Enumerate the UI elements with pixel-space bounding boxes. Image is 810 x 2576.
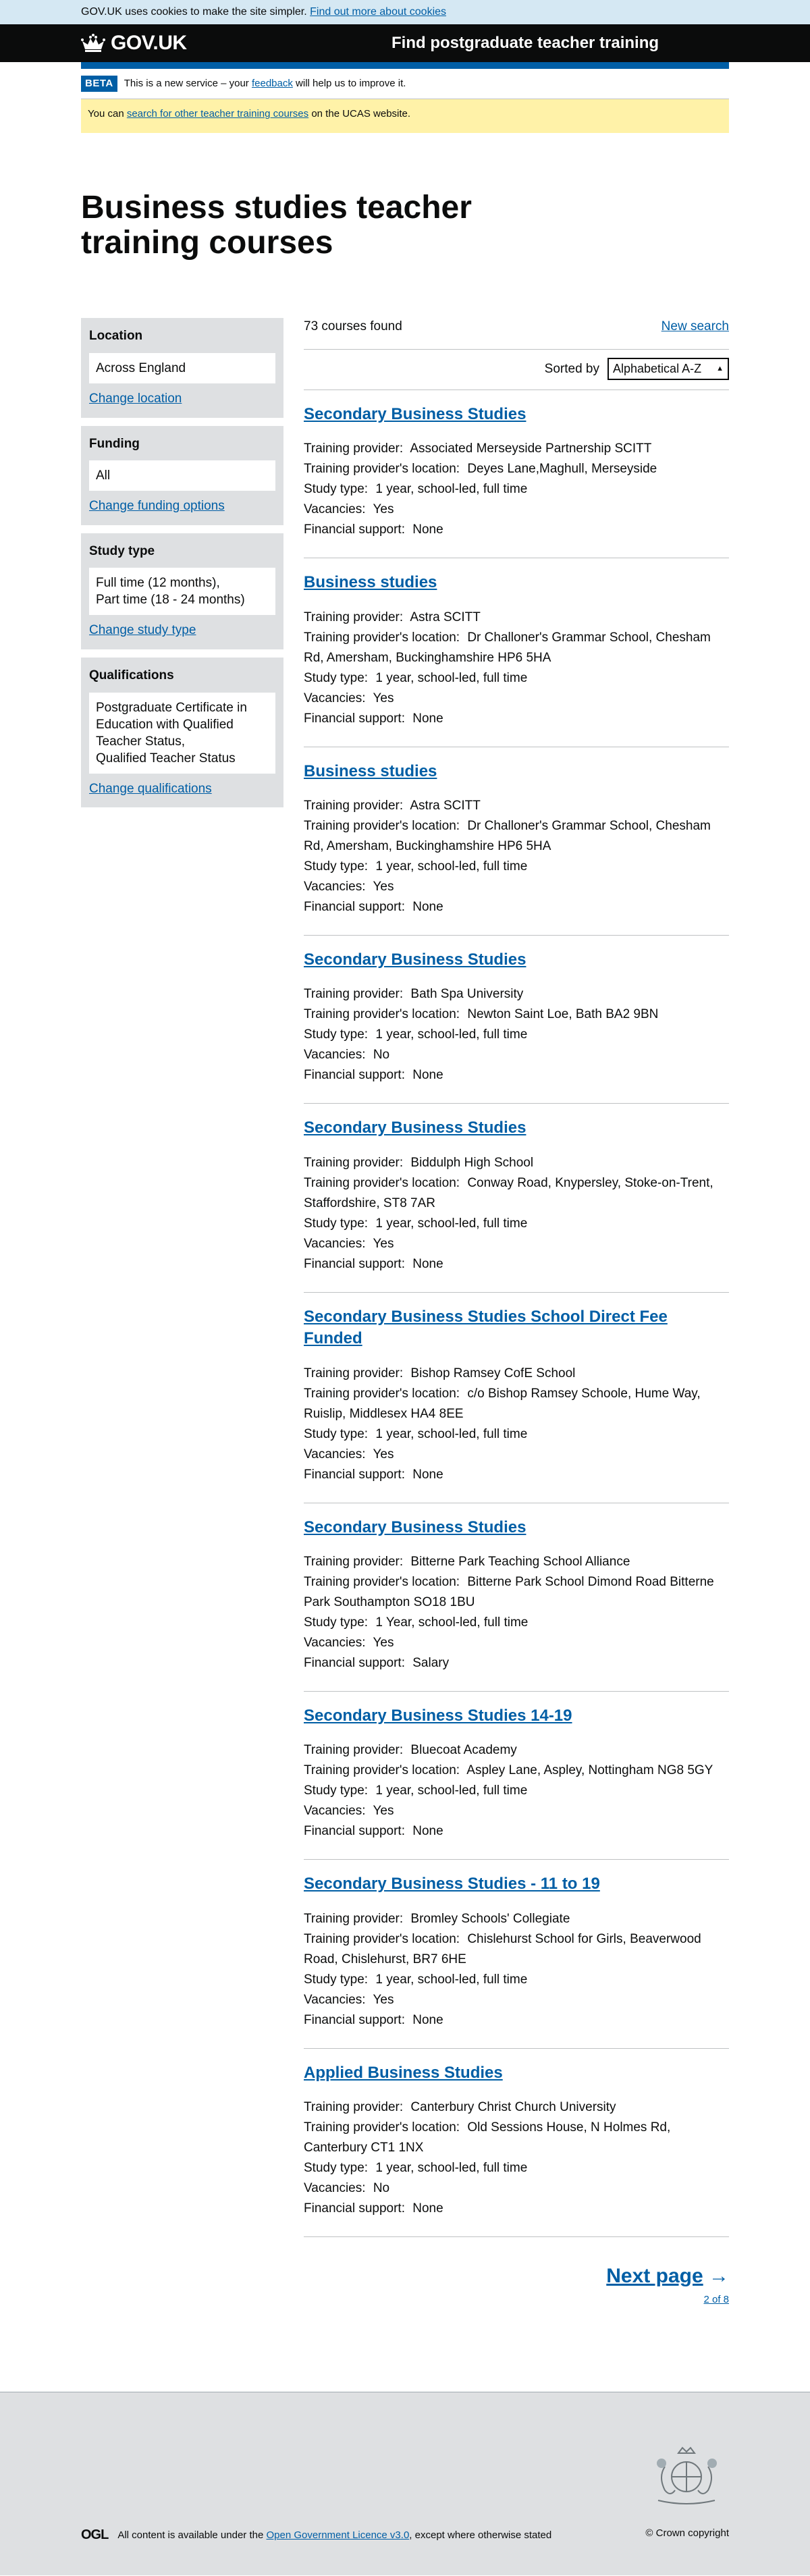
crown-icon [81, 33, 105, 53]
course-financial-support [304, 2010, 729, 2031]
filter-title: Qualifications [89, 668, 174, 683]
course-location-label: Training provider's location: [304, 1931, 460, 1946]
course-provider-value: Astra SCITT [410, 610, 481, 624]
course-vacancies-label: Vacancies: [304, 1236, 366, 1251]
course-location [304, 2118, 729, 2158]
course-study-type-label: Study type: [304, 1216, 369, 1231]
course-provider-label: Training provider: [304, 1911, 404, 1926]
page-count-link[interactable]: 2 of 8 [703, 2293, 729, 2305]
cookie-banner [0, 0, 810, 24]
course-financial-support-value: Salary [412, 1656, 450, 1671]
course-vacancies [304, 1445, 729, 1465]
sort-select[interactable] [608, 358, 729, 380]
course-provider-value: Bluecoat Academy [410, 1743, 517, 1758]
course-vacancies-label: Vacancies: [304, 691, 366, 705]
change-study-type-link[interactable]: Change study type [89, 623, 196, 638]
licence-link[interactable]: Open Government Licence v3.0 [266, 2529, 410, 2541]
phase-text-after: will help us to improve it. [296, 78, 406, 89]
courses-container [304, 390, 729, 2237]
course-provider [304, 439, 729, 459]
filter-value-line: Qualified Teacher Status [96, 751, 236, 766]
feedback-link[interactable]: feedback [251, 78, 293, 89]
course-title-link[interactable]: Secondary Business Studies [304, 404, 526, 423]
course-provider-label: Training provider: [304, 1743, 404, 1758]
sort-label: Sorted by [544, 361, 599, 376]
course-location-label: Training provider's location: [304, 1575, 460, 1590]
course-item [304, 1503, 729, 1692]
course-study-type-label: Study type: [304, 1027, 369, 1042]
course-study-type-value: 1 year, school-led, full time [375, 1426, 528, 1441]
course-study-type-value: 1 year, school-led, full time [375, 859, 528, 874]
course-financial-support-value: None [412, 2012, 443, 2027]
filter-value-line: Across England [96, 360, 186, 375]
royal-crest-icon [645, 2440, 729, 2511]
select-arrow-icon: ▲ [716, 364, 724, 373]
course-location-value: Bitterne Park School Dimond Road Bitterne Park Southampton SO18 1BU [304, 1575, 714, 1610]
course-location-label: Training provider's location: [304, 2120, 460, 2135]
course-financial-support [304, 1254, 729, 1274]
copyright-link[interactable]: © Crown copyright [645, 2527, 729, 2540]
filter-qualifications [81, 658, 284, 807]
course-vacancies [304, 1990, 729, 2010]
course-vacancies-value: No [373, 1048, 390, 1063]
course-location-value: Dr Challoner's Grammar School, Chesham Rd, Amersham, Buckinghamshire HP6 5HA [304, 819, 711, 854]
course-study-type-value: 1 year, school-led, full time [375, 1027, 528, 1042]
course-location-value: c/o Bishop Ramsey Schoole, Hume Way, Ruislip, Middlesex HA4 8EE [304, 1386, 701, 1421]
course-provider [304, 1153, 729, 1173]
course-location-label: Training provider's location: [304, 1763, 460, 1778]
site-header [0, 24, 810, 62]
course-location [304, 816, 729, 857]
course-location-value: Conway Road, Knypersley, Stoke-on-Trent, Staffordshire, ST8 7AR [304, 1175, 713, 1210]
course-provider [304, 608, 729, 628]
course-study-type-label: Study type: [304, 670, 369, 685]
course-provider [304, 1909, 729, 1929]
course-study-type [304, 1025, 729, 1045]
course-financial-support-value: None [412, 1068, 443, 1083]
course-vacancies-value: Yes [373, 1804, 394, 1819]
course-financial-support-value: None [412, 2201, 443, 2216]
ucas-notice [81, 99, 729, 133]
course-vacancies-label: Vacancies: [304, 1048, 366, 1063]
course-financial-support-label: Financial support: [304, 1256, 405, 1271]
filter-funding [81, 426, 284, 525]
change-funding-link[interactable]: Change funding options [89, 499, 225, 514]
course-provider-label: Training provider: [304, 441, 404, 456]
course-provider-value: Biddulph High School [410, 1155, 534, 1170]
course-financial-support [304, 1465, 729, 1485]
filters-sidebar [81, 318, 284, 2307]
course-location-label: Training provider's location: [304, 462, 460, 477]
course-location-label: Training provider's location: [304, 1007, 460, 1022]
course-study-type [304, 668, 729, 689]
course-location-label: Training provider's location: [304, 819, 460, 834]
course-study-type-value: 1 year, school-led, full time [375, 670, 528, 685]
course-provider-value: Canterbury Christ Church University [410, 2100, 616, 2115]
course-provider-value: Bishop Ramsey CofE School [410, 1366, 576, 1380]
course-study-type-value: 1 year, school-led, full time [375, 1216, 528, 1231]
course-location [304, 1384, 729, 1424]
course-financial-support-label: Financial support: [304, 900, 405, 915]
course-study-type-label: Study type: [304, 1972, 369, 1987]
course-vacancies [304, 1801, 729, 1821]
course-vacancies-value: Yes [373, 691, 394, 705]
course-vacancies-label: Vacancies: [304, 880, 366, 894]
next-page-link[interactable] [304, 2263, 729, 2290]
filter-value [89, 568, 275, 615]
course-provider [304, 1740, 729, 1761]
course-provider-label: Training provider: [304, 1555, 404, 1569]
govuk-logo-link[interactable] [81, 30, 187, 57]
course-title-link[interactable]: Secondary Business Studies - 11 to 19 [304, 1875, 600, 1894]
course-study-type [304, 479, 729, 500]
course-location-value: Newton Saint Loe, Bath BA2 9BN [467, 1007, 659, 1022]
course-location-value: Deyes Lane,Maghull, Merseyside [467, 462, 657, 477]
course-study-type [304, 1424, 729, 1445]
beta-tag: BETA [81, 76, 117, 92]
course-vacancies-value: Yes [373, 1636, 394, 1651]
course-item [304, 1692, 729, 1860]
course-vacancies [304, 1234, 729, 1254]
course-financial-support-label: Financial support: [304, 522, 405, 537]
results-count: 73 courses found [304, 319, 402, 334]
course-financial-support-label: Financial support: [304, 1824, 405, 1839]
course-title-link[interactable]: Secondary Business Studies School Direct Fee Funded [304, 1307, 668, 1348]
course-financial-support [304, 1065, 729, 1085]
notice-text-after: on the UCAS website. [311, 108, 411, 120]
course-provider-label: Training provider: [304, 2100, 404, 2115]
course-item [304, 558, 729, 747]
filter-value-line: Postgraduate Certificate in Education with Qualified Teacher Status, [96, 700, 247, 749]
course-study-type-value: 1 year, school-led, full time [375, 1972, 528, 1987]
course-title-link[interactable]: Secondary Business Studies [304, 1518, 526, 1536]
course-study-type-value: 1 year, school-led, full time [375, 2161, 528, 2176]
course-financial-support-value: None [412, 522, 443, 537]
course-vacancies-label: Vacancies: [304, 1992, 366, 2007]
filter-value [89, 460, 275, 491]
notice-text-before: You can [88, 108, 124, 120]
course-provider [304, 984, 729, 1004]
course-financial-support [304, 1653, 729, 1673]
sort-selected-value: Alphabetical A-Z [613, 362, 702, 376]
service-name-link[interactable]: Find postgraduate teacher training [392, 34, 659, 52]
course-vacancies-label: Vacancies: [304, 1447, 366, 1461]
course-location [304, 1761, 729, 1781]
course-financial-support-label: Financial support: [304, 1467, 405, 1482]
course-location-label: Training provider's location: [304, 1175, 460, 1190]
filter-location [81, 318, 284, 417]
course-financial-support [304, 2199, 729, 2219]
course-item [304, 2049, 729, 2237]
course-location-label: Training provider's location: [304, 1386, 460, 1401]
page-title: Business studies teacher training courses [81, 190, 472, 261]
arrow-right-icon: → [709, 2265, 729, 2288]
course-provider [304, 1552, 729, 1572]
course-financial-support-value: None [412, 1256, 443, 1271]
course-study-type-value: 1 Year, school-led, full time [375, 1615, 529, 1630]
course-vacancies-value: Yes [373, 880, 394, 894]
pagination [304, 2263, 729, 2307]
course-financial-support [304, 897, 729, 917]
course-provider-value: Astra SCITT [410, 799, 481, 813]
course-study-type-label: Study type: [304, 1615, 369, 1630]
new-search-link[interactable]: New search [661, 319, 729, 334]
course-vacancies-label: Vacancies: [304, 1636, 366, 1651]
course-location [304, 1572, 729, 1613]
course-study-type [304, 1781, 729, 1801]
results-header [304, 318, 729, 350]
course-item [304, 936, 729, 1104]
course-provider [304, 796, 729, 816]
course-financial-support-label: Financial support: [304, 2012, 405, 2027]
filter-value [89, 353, 275, 383]
licence-text-after: , except where otherwise stated [409, 2529, 552, 2541]
licence-row [81, 2526, 551, 2544]
course-financial-support-label: Financial support: [304, 1656, 405, 1671]
course-title-link[interactable]: Business studies [304, 761, 437, 780]
filter-value [89, 693, 275, 774]
course-location-label: Training provider's location: [304, 630, 460, 645]
course-provider-value: Bitterne Park Teaching School Alliance [410, 1555, 630, 1569]
course-vacancies-value: Yes [373, 1236, 394, 1251]
course-study-type [304, 2158, 729, 2178]
course-location [304, 1004, 729, 1025]
ucas-search-link[interactable]: search for other teacher training courses [126, 108, 309, 120]
course-item [304, 747, 729, 936]
course-study-type-value: 1 year, school-led, full time [375, 482, 528, 497]
course-location [304, 1929, 729, 1970]
cookie-link[interactable]: Find out more about cookies [310, 6, 447, 18]
course-title-link[interactable]: Secondary Business Studies 14-19 [304, 1707, 572, 1725]
course-provider [304, 2097, 729, 2118]
filter-value-line: Full time (12 months), [96, 576, 220, 591]
course-vacancies-value: No [373, 2181, 390, 2196]
course-financial-support [304, 1821, 729, 1842]
course-study-type [304, 1613, 729, 1633]
course-study-type-value: 1 year, school-led, full time [375, 1783, 528, 1798]
results-list [304, 318, 729, 2307]
course-location [304, 459, 729, 479]
course-provider-label: Training provider: [304, 799, 404, 813]
course-provider [304, 1364, 729, 1384]
course-provider-value: Bath Spa University [410, 987, 524, 1002]
course-study-type [304, 857, 729, 877]
filter-title: Funding [89, 436, 140, 451]
change-qualifications-link[interactable]: Change qualifications [89, 781, 212, 796]
course-location [304, 1173, 729, 1214]
course-financial-support [304, 709, 729, 729]
course-vacancies-value: Yes [373, 1447, 394, 1461]
course-vacancies-label: Vacancies: [304, 2181, 366, 2196]
course-vacancies [304, 877, 729, 897]
course-location [304, 628, 729, 668]
course-item [304, 1104, 729, 1292]
course-vacancies [304, 2178, 729, 2199]
course-provider-label: Training provider: [304, 1155, 404, 1170]
course-vacancies-label: Vacancies: [304, 1804, 366, 1819]
course-title-link[interactable]: Business studies [304, 573, 437, 592]
ogl-logo-icon: OGL [81, 2527, 109, 2543]
course-financial-support-value: None [412, 1824, 443, 1839]
site-footer [0, 2392, 810, 2575]
filter-study-type [81, 533, 284, 649]
course-financial-support-value: None [412, 1467, 443, 1482]
course-title-link[interactable]: Secondary Business Studies [304, 950, 526, 969]
course-financial-support-value: None [412, 711, 443, 726]
course-study-type-label: Study type: [304, 1783, 369, 1798]
filter-title: Study type [89, 543, 155, 558]
course-title-link[interactable]: Secondary Business Studies [304, 1119, 526, 1137]
course-financial-support-label: Financial support: [304, 2201, 405, 2216]
filter-title: Location [89, 329, 143, 344]
course-vacancies-value: Yes [373, 1992, 394, 2007]
course-location-value: Dr Challoner's Grammar School, Chesham Rd, Amersham, Buckinghamshire HP6 5HA [304, 630, 711, 665]
course-study-type-label: Study type: [304, 859, 369, 874]
filter-value-line: All [96, 468, 111, 483]
course-vacancies [304, 1633, 729, 1653]
course-provider-label: Training provider: [304, 1366, 404, 1380]
course-study-type-label: Study type: [304, 1426, 369, 1441]
course-vacancies-label: Vacancies: [304, 502, 366, 517]
change-location-link[interactable]: Change location [89, 391, 182, 406]
course-financial-support-value: None [412, 900, 443, 915]
course-provider-label: Training provider: [304, 987, 404, 1002]
phase-banner [81, 69, 729, 99]
course-item [304, 1293, 729, 1503]
logo-text: GOV.UK [111, 31, 187, 54]
course-study-type [304, 1970, 729, 1990]
filter-value-line: Part time (18 - 24 months) [96, 593, 245, 608]
main-content [81, 318, 729, 2307]
course-financial-support [304, 520, 729, 540]
course-item [304, 390, 729, 558]
course-location-value: Aspley Lane, Aspley, Nottingham NG8 5GY [466, 1763, 713, 1778]
header-blue-bar [81, 62, 729, 69]
course-vacancies [304, 1045, 729, 1065]
course-study-type-label: Study type: [304, 482, 369, 497]
licence-text-before: All content is available under the [117, 2529, 264, 2541]
course-provider-value: Associated Merseyside Partnership SCITT [410, 441, 652, 456]
course-item [304, 1860, 729, 2048]
phase-text-before: This is a new service – your [124, 78, 249, 89]
sort-row [304, 350, 729, 390]
course-study-type [304, 1214, 729, 1234]
course-provider-value: Bromley Schools' Collegiate [410, 1911, 570, 1926]
course-financial-support-label: Financial support: [304, 711, 405, 726]
course-title-link[interactable]: Applied Business Studies [304, 2063, 503, 2082]
course-vacancies-value: Yes [373, 502, 394, 517]
cookie-text: GOV.UK uses cookies to make the site simpler. [81, 6, 307, 18]
course-provider-label: Training provider: [304, 610, 404, 624]
course-location-value: Old Sessions House, N Holmes Rd, Canterbury CT1 1NX [304, 2120, 671, 2155]
course-vacancies [304, 500, 729, 520]
course-study-type-label: Study type: [304, 2161, 369, 2176]
course-location-value: Chislehurst School for Girls, Beaverwood Road, Chislehurst, BR7 6HE [304, 1931, 701, 1966]
course-financial-support-label: Financial support: [304, 1068, 405, 1083]
course-vacancies [304, 689, 729, 709]
next-page-label: Next page [606, 2265, 703, 2288]
